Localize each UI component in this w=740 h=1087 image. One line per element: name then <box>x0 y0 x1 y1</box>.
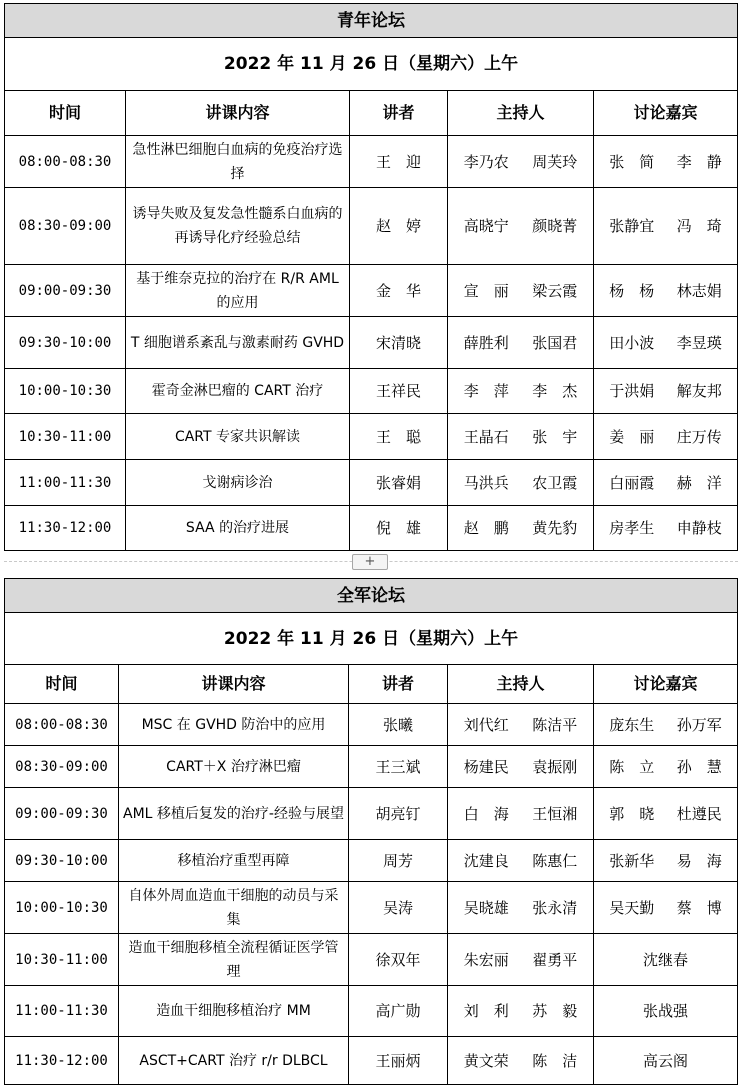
host-cell <box>448 704 594 746</box>
time-cell: 09:30-10:00 <box>5 317 126 369</box>
topic-cell: MSC 在 GVHD 防治中的应用 <box>119 704 349 746</box>
speaker-cell: 王祥民 <box>350 369 448 414</box>
guest-name: 李 静 <box>676 152 722 171</box>
guest-name: 杜遵民 <box>676 804 722 823</box>
guest-cell <box>594 788 738 840</box>
guest-name: 田小波 <box>609 333 655 352</box>
host-name: 黄先豹 <box>532 519 578 537</box>
topic-cell: ASCT+CART 治疗 r/r DLBCL <box>119 1037 349 1085</box>
youth-forum-table <box>4 3 738 551</box>
host-name: 马洪兵 <box>463 473 509 492</box>
guest-cell <box>594 369 738 414</box>
table-row <box>5 1037 738 1085</box>
guest-name: 李昱瑛 <box>676 333 722 352</box>
host-name: 杨建民 <box>463 757 509 776</box>
guest-cell <box>594 746 738 788</box>
guest-name: 白丽霞 <box>609 473 655 492</box>
time-cell: 11:00-11:30 <box>5 986 119 1037</box>
host-name: 李 萍 <box>463 382 509 400</box>
speaker-cell: 宋清晓 <box>350 317 448 369</box>
guest-name: 申静枝 <box>676 519 722 537</box>
table-row <box>5 882 738 934</box>
table-title: 全军论坛 <box>5 579 738 613</box>
time-cell: 09:30-10:00 <box>5 840 119 882</box>
host-name: 陈洁平 <box>532 715 578 734</box>
guest-name: 张新华 <box>609 851 655 870</box>
guest-name: 林志娟 <box>676 281 722 300</box>
time-cell: 10:30-11:00 <box>5 414 126 460</box>
host-name: 苏 毅 <box>532 1002 578 1020</box>
host-name: 刘 利 <box>463 1002 509 1020</box>
guest-name: 张 简 <box>609 152 655 171</box>
table-row <box>5 188 738 265</box>
table-row <box>5 934 738 986</box>
column-header-guests: 讨论嘉宾 <box>594 91 738 136</box>
host-name: 刘代红 <box>463 715 509 734</box>
time-cell: 11:30-12:00 <box>5 1037 119 1085</box>
guest-cell <box>594 506 738 551</box>
guest-cell <box>594 882 738 934</box>
table-row <box>5 265 738 317</box>
guest-cell: 高云阁 <box>594 1037 738 1085</box>
host-cell <box>448 265 594 317</box>
topic-cell: 戈谢病诊治 <box>126 460 350 506</box>
guest-name: 陈 立 <box>609 757 655 776</box>
host-name: 翟勇平 <box>532 950 578 969</box>
host-name: 农卫霞 <box>532 473 578 492</box>
host-name: 陈惠仁 <box>532 851 578 870</box>
host-name: 张 宇 <box>532 427 578 446</box>
topic-cell: 造血干细胞移植全流程循证医学管理 <box>119 934 349 986</box>
speaker-cell: 吴涛 <box>349 882 448 934</box>
host-cell <box>448 934 594 986</box>
guest-cell <box>594 136 738 188</box>
topic-cell: 霍奇金淋巴瘤的 CART 治疗 <box>126 369 350 414</box>
table-row <box>5 746 738 788</box>
column-header-time: 时间 <box>5 665 119 704</box>
host-cell <box>448 369 594 414</box>
host-cell <box>448 840 594 882</box>
host-cell <box>448 414 594 460</box>
speaker-cell: 王三斌 <box>349 746 448 788</box>
guest-name: 赫 洋 <box>676 473 722 492</box>
time-cell: 11:30-12:00 <box>5 506 126 551</box>
guest-name: 庄万传 <box>676 427 722 446</box>
host-name: 李 杰 <box>532 382 578 400</box>
host-name: 王恒湘 <box>532 804 578 823</box>
guest-name: 杨 杨 <box>609 281 655 300</box>
guest-cell: 沈继春 <box>594 934 738 986</box>
host-cell <box>448 1037 594 1085</box>
table-row <box>5 369 738 414</box>
column-header-guests: 讨论嘉宾 <box>594 665 738 704</box>
topic-cell: CART 专家共识解读 <box>126 414 350 460</box>
table-row <box>5 460 738 506</box>
topic-cell: 诱导失败及复发急性髓系白血病的再诱导化疗经验总结 <box>126 188 350 265</box>
column-header-host: 主持人 <box>448 665 594 704</box>
host-name: 陈 洁 <box>532 1051 578 1070</box>
guest-name: 孙 慧 <box>676 757 722 776</box>
guest-cell <box>594 704 738 746</box>
time-cell: 08:00-08:30 <box>5 704 119 746</box>
time-cell: 08:30-09:00 <box>5 746 119 788</box>
speaker-cell: 金 华 <box>350 265 448 317</box>
table-row <box>5 788 738 840</box>
time-cell: 09:00-09:30 <box>5 265 126 317</box>
host-name: 宣 丽 <box>463 281 509 300</box>
host-cell <box>448 882 594 934</box>
session-date: 2022 年 11 月 26 日（星期六）上午 <box>5 38 738 91</box>
table-row <box>5 704 738 746</box>
time-cell: 10:00-10:30 <box>5 882 119 934</box>
host-cell <box>448 788 594 840</box>
host-cell <box>448 188 594 265</box>
guest-name: 吴天勤 <box>609 898 655 917</box>
guest-cell <box>594 460 738 506</box>
topic-cell: 移植治疗重型再障 <box>119 840 349 882</box>
table-row <box>5 317 738 369</box>
session-date: 2022 年 11 月 26 日（星期六）上午 <box>5 613 738 665</box>
host-name: 袁振刚 <box>532 757 578 776</box>
host-cell <box>448 460 594 506</box>
table-row <box>5 840 738 882</box>
topic-cell: CART＋X 治疗淋巴瘤 <box>119 746 349 788</box>
host-name: 张国君 <box>532 333 578 352</box>
host-name: 吴晓雄 <box>463 898 509 917</box>
topic-cell: 造血干细胞移植治疗 MM <box>119 986 349 1037</box>
topic-cell: T 细胞谱系紊乱与激素耐药 GVHD <box>126 317 350 369</box>
table-row <box>5 506 738 551</box>
column-header-speaker: 讲者 <box>349 665 448 704</box>
guest-name: 冯 琦 <box>676 217 722 235</box>
guest-name: 郭 晓 <box>609 804 655 823</box>
host-name: 王晶石 <box>463 427 509 446</box>
host-name: 张永清 <box>532 898 578 917</box>
guest-name: 解友邦 <box>676 382 722 400</box>
speaker-cell: 倪 雄 <box>350 506 448 551</box>
speaker-cell: 徐双年 <box>349 934 448 986</box>
host-cell <box>448 317 594 369</box>
host-cell <box>448 506 594 551</box>
guest-name: 房孝生 <box>609 519 655 537</box>
host-name: 赵 鹏 <box>463 519 509 537</box>
guest-name: 张静宜 <box>609 217 655 235</box>
guest-cell <box>594 414 738 460</box>
host-name: 朱宏丽 <box>463 950 509 969</box>
guest-cell <box>594 265 738 317</box>
military-forum-table <box>4 578 738 1085</box>
guest-cell <box>594 840 738 882</box>
host-name: 沈建良 <box>463 851 509 870</box>
insert-row-button[interactable]: + <box>352 554 388 570</box>
host-name: 高晓宁 <box>463 217 509 235</box>
column-header-host: 主持人 <box>448 91 594 136</box>
guest-name: 孙万军 <box>676 715 722 734</box>
time-cell: 08:30-09:00 <box>5 188 126 265</box>
host-cell <box>448 746 594 788</box>
table-row <box>5 414 738 460</box>
guest-name: 易 海 <box>676 851 722 870</box>
time-cell: 09:00-09:30 <box>5 788 119 840</box>
speaker-cell: 高广勋 <box>349 986 448 1037</box>
table-row <box>5 136 738 188</box>
time-cell: 10:00-10:30 <box>5 369 126 414</box>
table-row <box>5 986 738 1037</box>
column-header-speaker: 讲者 <box>350 91 448 136</box>
column-header-time: 时间 <box>5 91 126 136</box>
host-name: 黄文荣 <box>463 1051 509 1070</box>
column-header-topic: 讲课内容 <box>126 91 350 136</box>
speaker-cell: 张曦 <box>349 704 448 746</box>
host-cell <box>448 986 594 1037</box>
host-name: 周芙玲 <box>532 152 578 171</box>
topic-cell: AML 移植后复发的治疗-经验与展望 <box>119 788 349 840</box>
time-cell: 08:00-08:30 <box>5 136 126 188</box>
host-name: 梁云霞 <box>532 281 578 300</box>
column-header-topic: 讲课内容 <box>119 665 349 704</box>
speaker-cell: 王 迎 <box>350 136 448 188</box>
guest-name: 蔡 博 <box>676 898 722 917</box>
speaker-cell: 张睿娟 <box>350 460 448 506</box>
table-title: 青年论坛 <box>5 4 738 38</box>
speaker-cell: 赵 婷 <box>350 188 448 265</box>
speaker-cell: 胡亮钉 <box>349 788 448 840</box>
host-name: 白 海 <box>463 804 509 823</box>
time-cell: 10:30-11:00 <box>5 934 119 986</box>
host-name: 颜晓菁 <box>532 217 578 235</box>
speaker-cell: 王丽炳 <box>349 1037 448 1085</box>
host-name: 李乃农 <box>463 152 509 171</box>
speaker-cell: 王 聪 <box>350 414 448 460</box>
topic-cell: 自体外周血造血干细胞的动员与采集 <box>119 882 349 934</box>
guest-cell <box>594 317 738 369</box>
host-cell <box>448 136 594 188</box>
guest-name: 姜 丽 <box>609 427 655 446</box>
guest-name: 于洪娟 <box>609 382 655 400</box>
guest-cell <box>594 188 738 265</box>
topic-cell: 基于维奈克拉的治疗在 R/R AML 的应用 <box>126 265 350 317</box>
host-name: 薛胜利 <box>463 333 509 352</box>
topic-cell: 急性淋巴细胞白血病的免疫治疗选择 <box>126 136 350 188</box>
topic-cell: SAA 的治疗进展 <box>126 506 350 551</box>
guest-name: 庞东生 <box>609 715 655 734</box>
speaker-cell: 周芳 <box>349 840 448 882</box>
guest-cell: 张战强 <box>594 986 738 1037</box>
time-cell: 11:00-11:30 <box>5 460 126 506</box>
